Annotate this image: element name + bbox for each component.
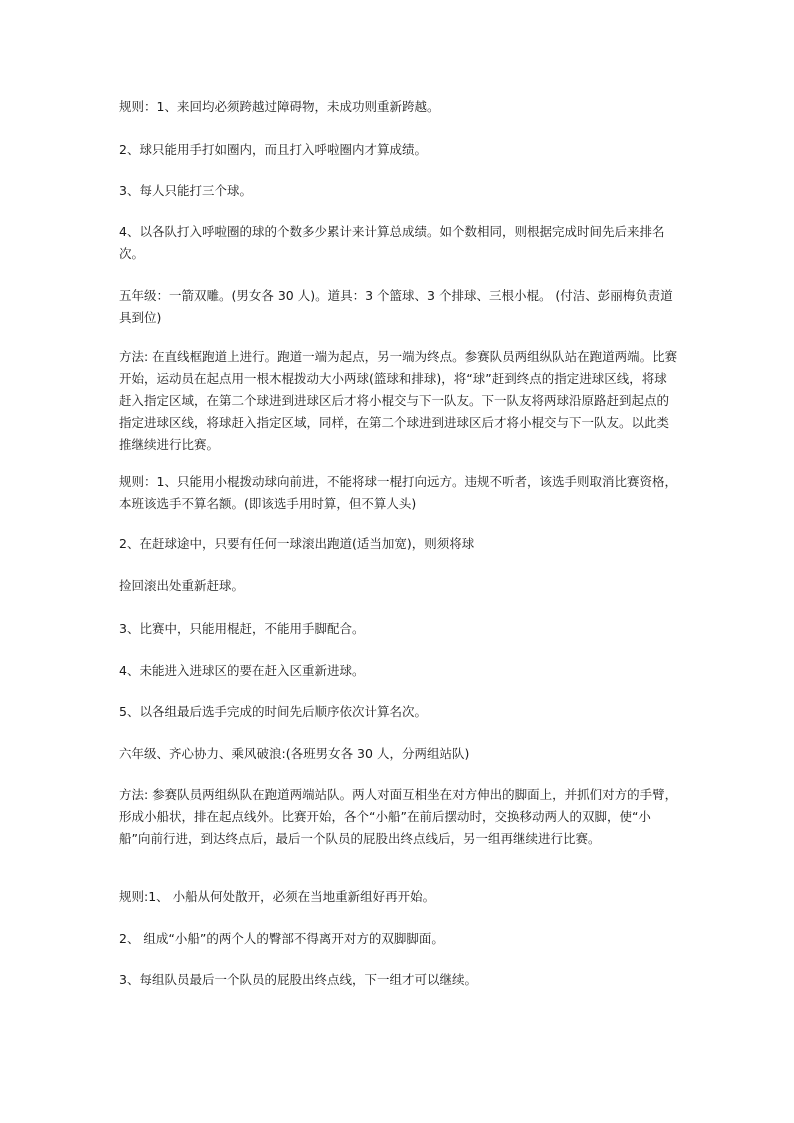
paragraph-grade6-rule-2: 2、 组成“小船”的两个人的臀部不得离开对方的双脚脚面。 xyxy=(119,931,444,946)
paragraph-grade6-title: 六年级、齐心协力、乘风破浪:(各班男女各 30 人，分两组站队) xyxy=(119,746,470,761)
paragraph-rule-3: 3、每人只能打三个球。 xyxy=(119,183,252,198)
paragraph-grade6-method: 方法: 参赛队员两组纵队在跑道两端站队。两人对面互相坐在对方伸出的脚面上，并抓们对方的手臂，形成小船状，排在起点线外。比赛开始，各个“小船”在前后摆动时，交换移动两人的双脚，使“小船”向前行进，到达终点后，最后一个队员的屁股出终点线后，另一组再继续进行比赛。 xyxy=(119,787,678,846)
paragraph-grade5-method: 方法: 在直线框跑道上进行。跑道一端为起点，另一端为终点。参赛队员两组纵队站在跑道两端。比赛开始，运动员在起点用一根木棍拨动大小两球(篮球和排球)，将“球”赶到终点的指定进球区线，将球赶入指定区域，在第二个球进到进球区后才将小棍交与下一队友。下一队友将两球沿原路赶到起点的指定进球区线，将球赶入指定区域，同样，在第二个球进到进球区后才将小棍交与下一队友。以此类推继续进行比赛。 xyxy=(119,349,678,452)
paragraph-grade5-title: 五年级：一箭双雕。(男女各 30 人)。道具：3 个篮球、3 个排球、三根小棍。 (付洁、彭丽梅负责道具到位) xyxy=(119,288,673,325)
paragraph-rule-2: 2、球只能用手打如圈内，而且打入呼啦圈内才算成绩。 xyxy=(119,142,427,157)
paragraph-grade5-rule-4: 4、未能进入进球区的要在赶入区重新进球。 xyxy=(119,663,365,678)
paragraph-rule-4: 4、以各队打入呼啦圈的球的个数多少累计来计算总成绩。如个数相同，则根据完成时间先后来排名次。 xyxy=(119,224,665,261)
paragraph-grade6-rules-1: 规则:1、 小船从何处散开，必须在当地重新组好再开始。 xyxy=(119,889,436,904)
paragraph-rules-1: 规则：1、来回均必须跨越过障碍物，未成功则重新跨越。 xyxy=(119,99,440,114)
paragraph-grade5-rule-5: 5、以各组最后选手完成的时间先后顺序依次计算名次。 xyxy=(119,704,427,719)
paragraph-grade5-rule-2: 2、在赶球途中，只要有任何一球滚出跑道(适当加宽)，则须将球 xyxy=(119,536,475,551)
paragraph-grade5-rules-1: 规则：1、只能用小棍拨动球向前进，不能将球一棍打向远方。违规不听者，该选手则取消比赛资格，本班该选手不算名额。(即该选手用时算，但不算人头) xyxy=(119,474,677,511)
paragraph-grade6-rule-3: 3、每组队员最后一个队员的屁股出终点线，下一组才可以继续。 xyxy=(119,972,477,987)
paragraph-grade5-rule-3: 3、比赛中，只能用棍赶，不能用手脚配合。 xyxy=(119,621,365,636)
paragraph-grade5-rule-2-cont: 捡回滚出处重新赶球。 xyxy=(119,578,245,593)
